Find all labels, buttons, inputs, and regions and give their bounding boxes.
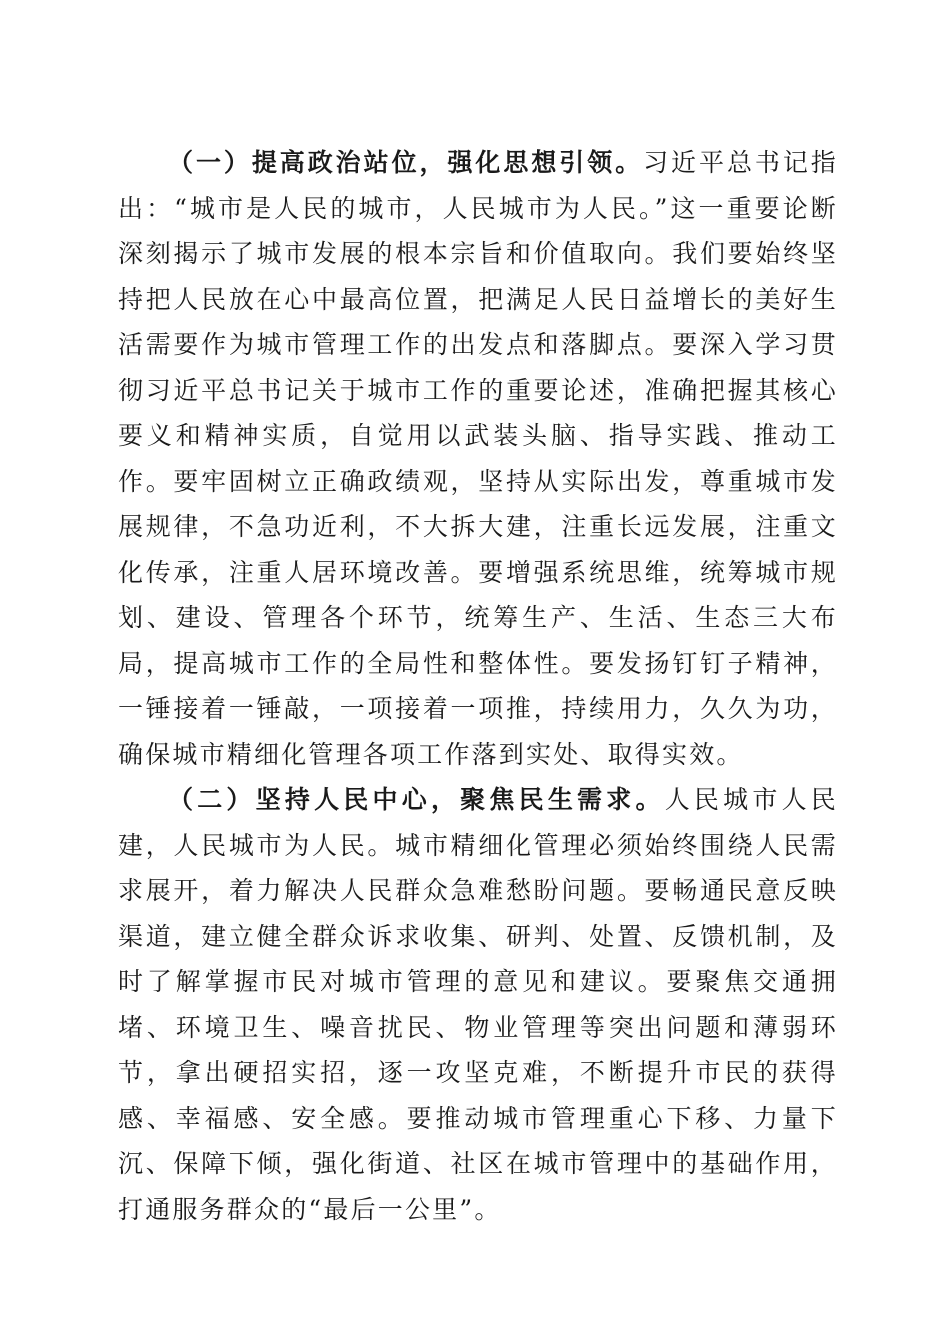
paragraph-1 xyxy=(118,140,838,777)
paragraph-1-body: 习近平总书记指出：“城市是人民的城市，人民城市为人民。”这一重要论断深刻揭示了城市发展的根本宗旨和价值取向。我们要始终坚持把人民放在心中最高位置，把满足人民日益增长的美好生活需要作为城市管理工作的出发点和落脚点。要深入学习贯彻习近平总书记关于城市工作的重要论述，准确把握其核心要义和精神实质，自觉用以武装头脑、指导实践、推动工作。要牢固树立正确政绩观，坚持从实际出发，尊重城市发展规律，不急功近利，不大拆大建，注重长远发展，注重文化传承，注重人居环境改善。要增强系统思维，统筹城市规划、建设、管理各个环节，统筹生产、生活、生态三大布局，提高城市工作的全局性和整体性。要发扬钉钉子精神，一锤接着一锤敲，一项接着一项推，持续用力，久久为功，确保城市精细化管理各项工作落到实处、取得实效。 xyxy=(118,148,838,769)
document-page xyxy=(118,140,838,1232)
paragraph-2 xyxy=(118,777,838,1232)
paragraph-2-heading: （二）坚持人民中心，聚焦民生需求。 xyxy=(168,785,665,814)
paragraph-2-body: 人民城市人民建，人民城市为人民。城市精细化管理必须始终围绕人民需求展开，着力解决人民群众急难愁盼问题。要畅通民意反映渠道，建立健全群众诉求收集、研判、处置、反馈机制，及时了解掌握市民对城市管理的意见和建议。要聚焦交通拥堵、环境卫生、噪音扰民、物业管理等突出问题和薄弱环节，拿出硬招实招，逐一攻坚克难，不断提升市民的获得感、幸福感、安全感。要推动城市管理重心下移、力量下沉、保障下倾，强化街道、社区在城市管理中的基础作用，打通服务群众的“最后一公里”。 xyxy=(118,785,839,1224)
paragraph-1-heading: （一）提高政治站位，强化思想引领。 xyxy=(168,148,644,177)
